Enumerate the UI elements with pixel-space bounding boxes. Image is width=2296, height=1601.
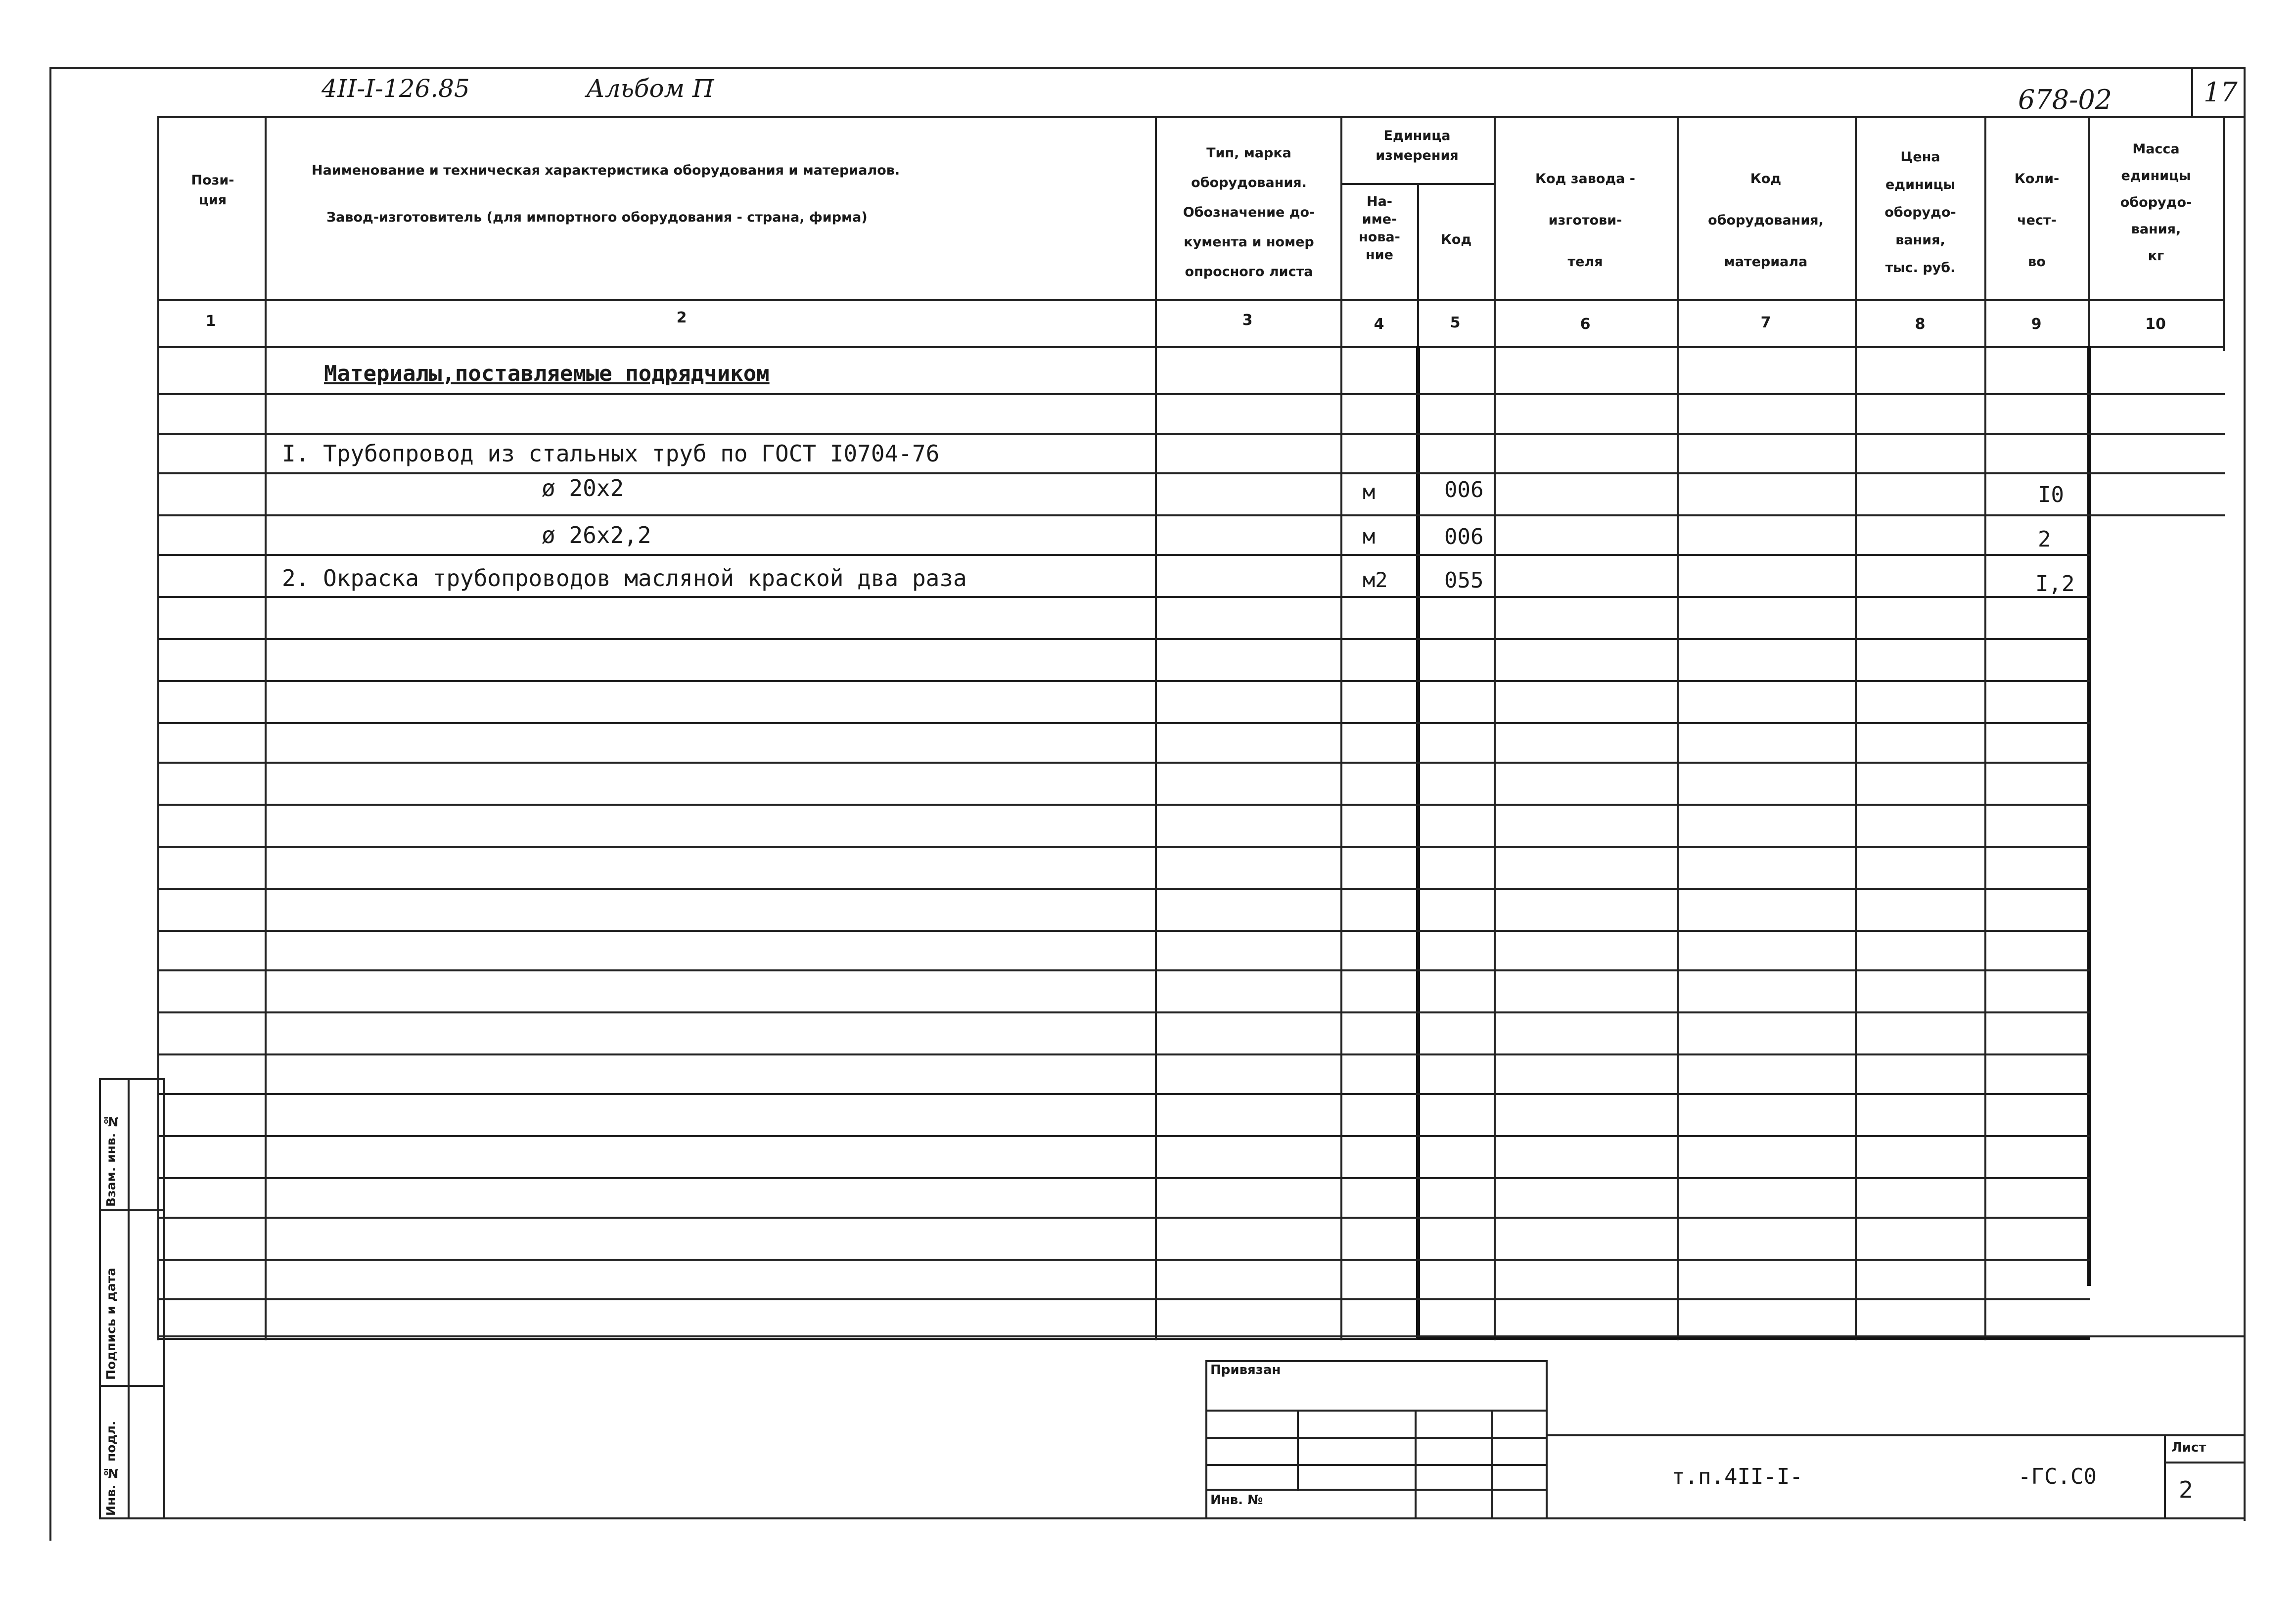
sheet-right-border xyxy=(2244,67,2246,1521)
row-separator xyxy=(157,1093,2090,1095)
designation-left: т.п.4II-I- xyxy=(1672,1464,1803,1489)
col9-right-line xyxy=(2088,116,2090,349)
colnum-7: 7 xyxy=(1760,314,1771,331)
row-separator xyxy=(157,393,2225,395)
stamp-top-line xyxy=(99,1078,164,1080)
col8-right-line xyxy=(1984,116,1986,1340)
titleblock-sheet-div xyxy=(2164,1462,2246,1464)
colnum-2: 2 xyxy=(676,309,687,326)
titleblock-box-col1 xyxy=(1297,1410,1299,1491)
titleblock-box-row2 xyxy=(1205,1437,1547,1439)
colnum-1: 1 xyxy=(205,313,216,330)
header-price: Цена единицы оборудо- вания, тыс. руб. xyxy=(1884,149,1956,275)
row-separator xyxy=(157,762,2090,764)
header-position: Пози- ция xyxy=(191,173,234,208)
unit-group-divider xyxy=(1340,183,1495,185)
row-separator xyxy=(157,472,2225,474)
row-item-1b-name: ø 26х2,2 xyxy=(542,522,651,549)
row-item-1a-qty: I0 xyxy=(2038,482,2064,507)
section-title: Материалы,поставляемые подрядчиком xyxy=(324,361,770,386)
stamp-field-signature: Подпись и дата xyxy=(104,1267,118,1380)
stamp-div2 xyxy=(99,1385,164,1387)
row-separator xyxy=(157,433,2225,435)
stamp-left-line xyxy=(99,1078,101,1518)
table-right-line xyxy=(2223,116,2225,351)
row-item-1a-unit: м xyxy=(1363,480,1376,504)
series-number: 678-02 xyxy=(2018,84,2112,115)
page-number: 17 xyxy=(2204,77,2238,108)
row-separator xyxy=(157,1217,2090,1219)
row-separator xyxy=(157,1011,2090,1013)
col9-right-thick xyxy=(2087,346,2091,1286)
row-separator xyxy=(157,1177,2090,1179)
colnum-10: 10 xyxy=(2145,316,2166,333)
row-item-2-unit: м2 xyxy=(1363,568,1388,592)
sheet-top-border xyxy=(49,67,2246,69)
titleblock-sheet-left xyxy=(2164,1434,2166,1518)
row-item-2-name: 2. Окраска трубопроводов масляной краской два раза xyxy=(282,565,967,592)
row-separator xyxy=(157,846,2090,848)
row-separator xyxy=(157,1259,2090,1261)
stamp-field-replaced-inv: Взам. инв. № xyxy=(104,1114,118,1207)
row-separator xyxy=(157,638,2090,640)
row-separator xyxy=(157,596,2090,598)
colnum-bottom-line xyxy=(157,346,2225,348)
album-label: Альбом П xyxy=(586,74,714,103)
col7-right-line xyxy=(1855,116,1857,1340)
row-separator xyxy=(157,930,2090,932)
table-top-line xyxy=(157,116,2246,118)
colnum-5: 5 xyxy=(1450,314,1461,331)
titleblock-box-row1 xyxy=(1205,1410,1547,1412)
col4-right-line xyxy=(1417,183,1419,349)
titleblock-box-right xyxy=(1546,1360,1548,1518)
row-item-1a-code: 006 xyxy=(1444,477,1484,503)
col6-right-line xyxy=(1677,116,1679,1340)
header-type: Тип, марка оборудования. Обозначение до- кумента и номер опросного листа xyxy=(1183,145,1315,279)
row-separator xyxy=(157,804,2090,806)
colnum-6: 6 xyxy=(1580,316,1591,333)
table-left-line xyxy=(157,116,159,1340)
titleblock-box-col3 xyxy=(1491,1410,1493,1518)
col3-right-line xyxy=(1340,116,1342,1340)
row-separator xyxy=(157,1053,2090,1055)
header-name-line1: Наименование и техническая характеристика оборудования и материалов. xyxy=(312,163,900,178)
row-item-1a-name: ø 20х2 xyxy=(542,475,624,502)
titleblock-box-left xyxy=(1205,1360,1207,1518)
row-item-1b-qty: 2 xyxy=(2038,527,2051,552)
doc-code: 4II-I-126.85 xyxy=(321,74,470,103)
stamp-div1 xyxy=(99,1209,164,1211)
header-quantity: Коли- чест- во xyxy=(2014,171,2060,270)
sheet-number: 2 xyxy=(2179,1476,2194,1503)
row-item-2-code: 055 xyxy=(1444,568,1484,593)
colnum-3: 3 xyxy=(1242,312,1253,329)
header-unit-group: Единица измерения xyxy=(1376,128,1459,163)
bound-label: Привязан xyxy=(1210,1363,1281,1377)
titleblock-box-top xyxy=(1205,1360,1547,1362)
header-mass: Масса единицы оборудо- вания, кг xyxy=(2120,141,2192,264)
row-separator xyxy=(157,554,2090,556)
stamp-field-inv-orig: Инв. № подл. xyxy=(104,1420,118,1516)
sheet-bottom-border xyxy=(99,1517,2246,1519)
header-bottom-line xyxy=(157,299,2225,301)
titleblock-box-col2 xyxy=(1415,1410,1417,1518)
row-item-2-qty: I,2 xyxy=(2035,571,2075,596)
row-separator xyxy=(157,888,2090,890)
sheet-left-border xyxy=(49,67,51,1541)
titleblock-outer-left xyxy=(163,1335,165,1518)
row-separator xyxy=(157,680,2090,682)
row-item-1b-unit: м xyxy=(1363,524,1376,549)
row-separator xyxy=(157,969,2090,971)
col2-right-line xyxy=(1155,116,1157,1340)
col4-right-thick xyxy=(1416,346,1420,1338)
inv-number-label: Инв. № xyxy=(1210,1493,1263,1508)
stamp-inner-line xyxy=(128,1078,130,1518)
header-name-line2: Завод-изготовитель (для импортного оборудования - страна, фирма) xyxy=(326,210,868,225)
col1-right-line xyxy=(265,116,267,1340)
sheet-label: Лист xyxy=(2171,1440,2206,1455)
row-item-1-name: I. Трубопровод из стальных труб по ГОСТ I0704-76 xyxy=(282,440,940,467)
header-unit-name: На- име- нова- ние xyxy=(1359,194,1400,263)
row-separator xyxy=(157,1135,2090,1137)
designation-right: -ГС.С0 xyxy=(2018,1464,2097,1489)
row-separator xyxy=(157,514,2225,516)
colnum-9: 9 xyxy=(2031,316,2042,333)
titleblock-box-row3 xyxy=(1205,1464,1547,1466)
header-factory-code: Код завода - изготови- теля xyxy=(1535,171,1635,270)
header-equipment-code: Код оборудования, материала xyxy=(1708,171,1824,270)
row-separator xyxy=(157,1298,2090,1300)
page-number-divider xyxy=(2191,67,2193,116)
col5-right-line xyxy=(1494,116,1496,1340)
colnum-4: 4 xyxy=(1374,316,1384,333)
colnum-8: 8 xyxy=(1915,316,1926,333)
titleblock-box-row4 xyxy=(1205,1489,1547,1491)
row-item-1b-code: 006 xyxy=(1444,524,1484,549)
header-unit-code: Код xyxy=(1440,232,1472,247)
titleblock-name-top xyxy=(1546,1434,2246,1436)
titleblock-top-line xyxy=(157,1335,2246,1337)
row-separator xyxy=(157,722,2090,724)
